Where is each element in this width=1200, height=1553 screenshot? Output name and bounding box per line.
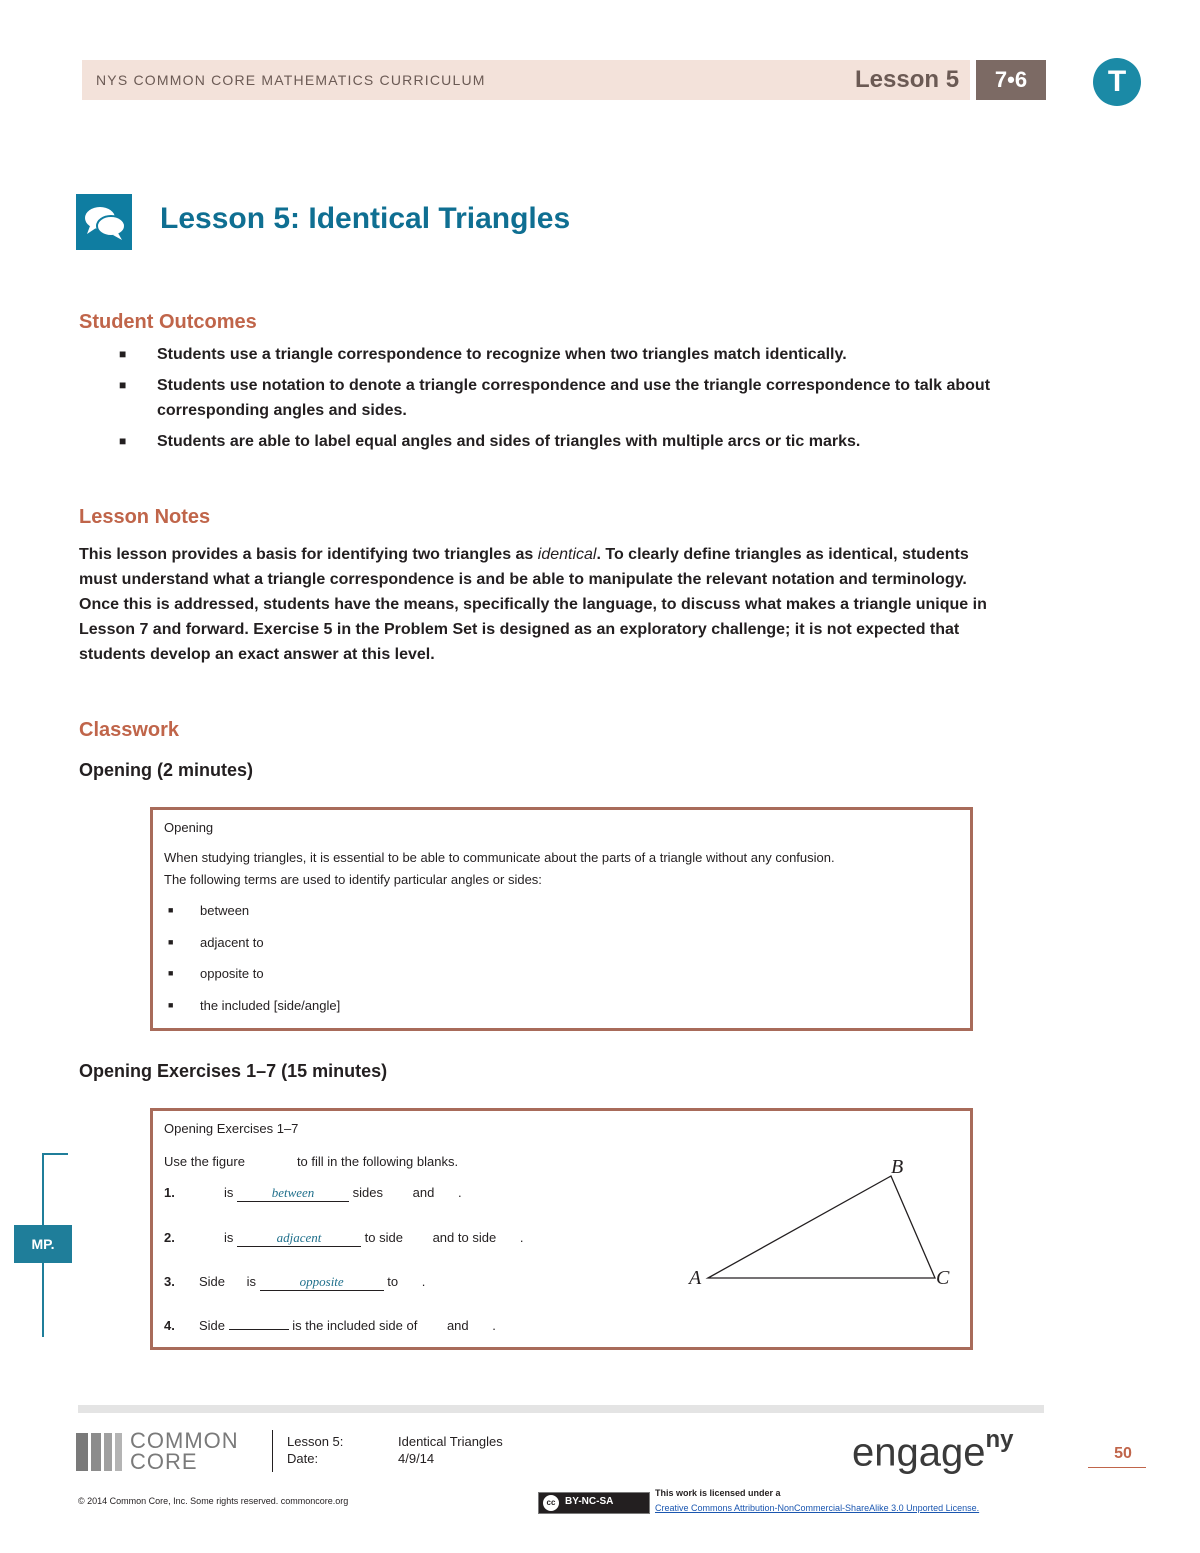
answer-blank[interactable] [229,1329,289,1330]
bullet-icon: ■ [168,905,174,915]
exercises-box-title: Opening Exercises 1–7 [164,1121,299,1136]
opening-box-line: The following terms are used to identify particular angles or sides: [164,872,542,887]
outcome-item: ■ Students use a triangle correspondence to recognize when two triangles match identically. [157,342,847,367]
footer-rule [78,1405,1044,1413]
common-core-wordmark: COMMON CORE [130,1428,239,1474]
engageny-logo: engage$^{ny}$ [852,1426,1014,1475]
grade-module-badge: 7•6 [976,60,1046,100]
exercises-heading: Opening Exercises 1–7 (15 minutes) [79,1061,388,1081]
classwork-heading: Classwork [79,719,180,741]
term-item: ■ adjacent to [168,935,264,950]
license-text: This work is licensed under a [655,1488,781,1498]
exercise-number: 2. [164,1230,175,1245]
copyright: © 2014 Common Core, Inc. Some rights reserved. commoncore.org [78,1496,349,1506]
teacher-badge: T [1093,58,1141,106]
bullet-icon: ■ [168,1000,174,1010]
page-number-rule [1088,1467,1146,1468]
license-badge: cc BY-NC-SA [538,1492,650,1514]
exercise-number: 4. [164,1318,175,1333]
mp-bracket-top [42,1153,68,1155]
opening-box [150,807,973,1031]
bullet-icon: ■ [119,347,127,361]
footer-date-value: 4/9/14 [398,1451,435,1466]
vertex-b-label: B [891,1156,904,1178]
answer-blank[interactable]: adjacent [237,1230,361,1247]
triangle-abc [708,1176,935,1278]
mp-label: MP. [14,1225,72,1263]
exercise-3-line: Side is opposite to . [199,1274,426,1289]
outcomes-heading: Student Outcomes [79,311,257,333]
vertex-a-label: A [689,1267,702,1289]
footer-lesson-value: Identical Triangles [398,1434,503,1449]
footer-lesson-label: Lesson 5: [287,1434,344,1449]
opening-box-line: When studying triangles, it is essential to be able to communicate about the parts of a triangle without any confusion. [164,850,835,865]
footer-date-label: Date: [287,1451,319,1466]
exercises-intro: Use the figure to fill in the following blanks. [164,1154,459,1169]
outcome-item: ■ Students use notation to denote a triangle correspondence and use the triangle correspondence to talk about [157,373,990,398]
exercise-number: 1. [164,1185,175,1200]
page-number: 50 [1114,1445,1132,1462]
answer-blank[interactable]: opposite [260,1274,384,1291]
outcome-item: ■ Students are able to label equal angles and sides of triangles with multiple arcs or tic marks. [157,429,860,454]
exercise-1-line: is between sides and . [224,1185,462,1200]
curriculum-title: NYS COMMON CORE MATHEMATICS CURRICULUM [96,72,486,88]
outcome-item-continued: corresponding angles and sides. [157,402,407,419]
exercises-box [150,1108,973,1350]
answer-blank[interactable]: between [237,1185,349,1202]
exercise-4-line: Side is the included side of and . [199,1318,496,1333]
opening-box-title: Opening [164,820,214,835]
term-item: ■ the included [side/angle] [168,998,341,1013]
bullet-icon: ■ [119,434,127,448]
exercise-2-line: is adjacent to side and to side . [224,1230,524,1245]
common-core-logo-icon [76,1433,122,1471]
discussion-icon [76,194,132,250]
notes-heading: Lesson Notes [79,506,211,528]
footer-divider [272,1430,273,1472]
notes-paragraph: This lesson provides a basis for identifying two triangles as identical. To clearly define triangles as identical, students must understand what a triangle correspondence is and be able to manipulate the relevant notation and terminology. Once this is addressed, students have the means, specifically the language, to discuss what makes a triangle unique in Lesson 7 and forward. Exercise 5 in the Problem Set is designed as an exploratory challenge; it is not expected that students develop an exact answer at this level. [79,546,987,663]
license-link[interactable]: Creative Commons Attribution-NonCommercial-ShareAlike 3.0 Unported License. [655,1503,980,1513]
vertex-c-label: C [936,1267,950,1289]
exercise-number: 3. [164,1274,175,1289]
bullet-icon: ■ [119,378,127,392]
page-title: Lesson 5: Identical Triangles [160,202,571,235]
opening-heading: Opening (2 minutes) [79,760,254,780]
term-item: ■ between [168,903,250,918]
bullet-icon: ■ [168,968,174,978]
term-item: ■ opposite to [168,966,264,981]
triangle-figure [683,1151,963,1291]
cc-icon: cc [543,1495,559,1511]
bullet-icon: ■ [168,937,174,947]
header-lesson: Lesson 5 [855,66,960,93]
